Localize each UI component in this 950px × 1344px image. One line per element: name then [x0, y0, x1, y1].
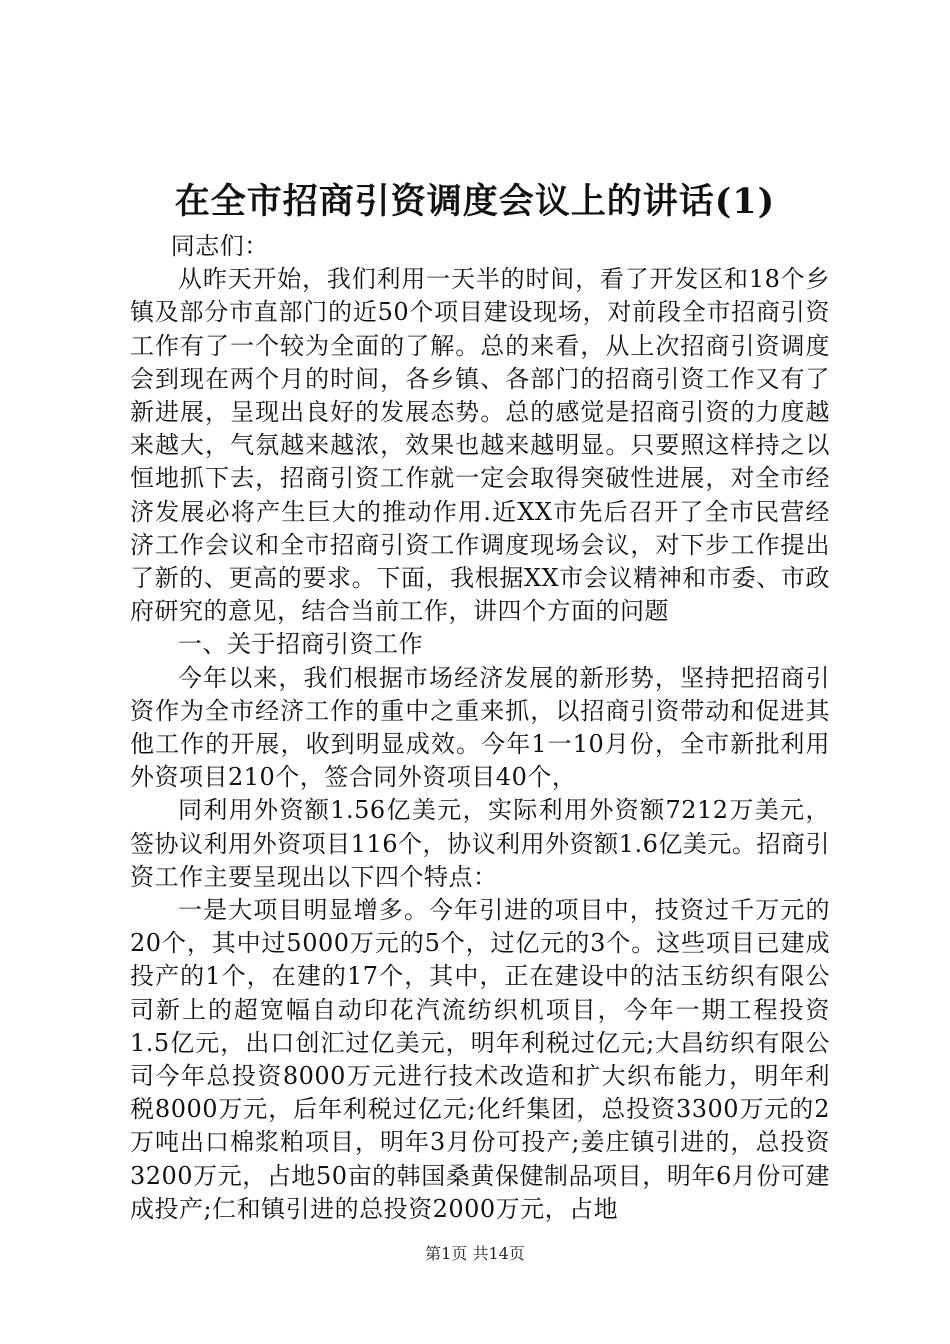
paragraph-point-1: 一是大项目明显增多。今年引进的项目中，技资过千万元的20个，其中过5000万元的5个，过亿元的3个。这些项目已建成投产的1个，在建的17个，其中，正在建设中的沽玉纺织有限公司新上的超宽幅自动印花汽流纺织机项目，今年一期工程投资1.5亿元，出口创汇过亿美元，明年利税过亿元;大昌纺织有限公司今年总投资8000万元进行技术改造和扩大织布能力，明年利税8000万元，后年利税过亿元;化纤集团，总投资3300万元的2万吨出口棉浆粕项目，明年3月份可投产;姜庄镇引进的，总投资3200万元，占地50亩的韩国桑黄保健制品项目，明年6月份可建成投产;仁和镇引进的总投资2000万元，占地	[130, 896, 830, 1223]
page-footer: 第1页 共14页	[425, 1244, 525, 1263]
section-heading-1: 一、关于招商引资工作	[178, 630, 423, 659]
paragraph-overview: 今年以来，我们根据市场经济发展的新形势，坚持把招商引资作为全市经济工作的重中之重来抓，以招商引资带动和促进其他工作的开展，收到明显成效。今年1一10月份，全市新批利用外资项目210个，签合同外资项目40个，	[130, 663, 830, 792]
greeting: 同志们：	[170, 232, 269, 260]
document-title: 在全市招商引资调度会议上的讲话(1)	[174, 181, 776, 222]
document-body	[130, 230, 830, 1226]
paragraph-intro: 从昨天开始，我们利用一天半的时间，看了开发区和18个乡镇及部分市直部门的近50个项目建设现场，对前段全市招商引资工作有了一个较为全面的了解。总的来看，从上次招商引资调度会到现在两个月的时间，各乡镇、各部门的招商引资工作又有了新进展，呈现出良好的发展态势。总的感觉是招商引资的力度越来越大，气氛越来越浓，效果也越来越明显。只要照这样持之以恒地抓下去，招商引资工作就一定会取得突破性进展，对全市经济发展必将产生巨大的推动作用.近XX市先后召开了全市民营经济工作会议和全市招商引资工作调度现场会议，对下步工作提出了新的、更高的要求。下面，我根据XX市会议精神和市委、市政府研究的意见，结合当前工作，讲四个方面的问题	[130, 265, 830, 626]
paragraph-figures: 同利用外资额1.56亿美元，实际利用外资额7212万美元，签协议利用外资项目116个，协议利用外资额1.6亿美元。招商引资工作主要呈现出以下四个特点：	[130, 796, 830, 891]
